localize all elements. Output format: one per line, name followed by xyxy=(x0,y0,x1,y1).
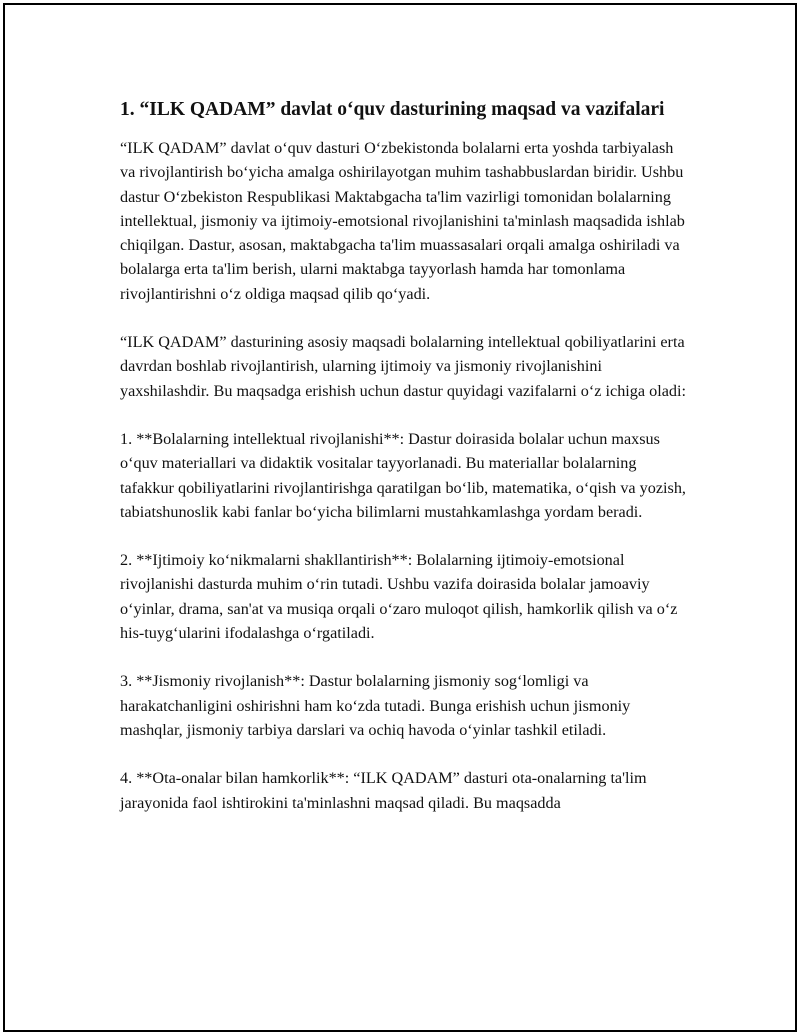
paragraph-task-social: 2. **Ijtimoiy ko‘nikmalarni shakllantirish**: Bolalarning ijtimoiy-emotsional rivojlanishi dasturda muhim o‘rin tutadi. Ushbu vazifa doirasida bolalar jamoaviy o‘yinlar, drama, san'at va musiqa orqali o‘zaro muloqot qilish, hamkorlik qilish va o‘z his-tuyg‘ularini ifodalashga o‘rgatiladi. xyxy=(120,551,678,643)
paragraph-task-intellectual: 1. **Bolalarning intellektual rivojlanishi**: Dastur doirasida bolalar uchun maxsus o‘quv materiallari va didaktik vositalar tayyorlanadi. Bu materiallar bolalarning tafakkur qobiliyatlarini rivojlantirishga qaratilgan bo‘lib, matematika, o‘qish va yozish, tabiatshunoslik kabi fanlar bo‘yicha bilimlarni mustahkamlashga yordam beradi. xyxy=(120,429,686,521)
paragraph-intro: “ILK QADAM” davlat o‘quv dasturi O‘zbekistonda bolalarni erta yoshda tarbiyalash va rivojlantirish bo‘yicha amalga oshirilayotgan muhim tashabbuslardan biridir. Ushbu dastur O‘zbekiston Respublikasi Maktabgacha ta'lim vazirligi tomonidan bolalarning intellektual, jismoniy va ijtimoiy-emotsional rivojlanishini ta'minlash maqsadida ishlab chiqilgan. Dastur, asosan, maktabgacha ta'lim muassasalari orqali amalga oshiriladi va bolalarga erta ta'lim berish, ularni maktabga tayyorlash hamda har tomonlama rivojlantirishni o‘z oldiga maqsad qilib qo‘yadi. xyxy=(120,139,685,303)
document-title: 1. “ILK QADAM” davlat o‘quv dasturining maqsad va vazifalari xyxy=(120,99,665,120)
paragraph-task-physical: 3. **Jismoniy rivojlanish**: Dastur bolalarning jismoniy sog‘lomligi va harakatchanligini oshirishni ham ko‘zda tutadi. Bunga erishish uchun jismoniy mashqlar, jismoniy tarbiya darslari va ochiq havoda o‘yinlar tashkil etiladi. xyxy=(120,672,631,739)
paragraph-task-parents: 4. **Ota-onalar bilan hamkorlik**: “ILK QADAM” dasturi ota-onalarning ta'lim jarayonida faol ishtirokini ta'minlashni maqsad qiladi. Bu maqsadda xyxy=(120,769,647,812)
document-page xyxy=(3,3,797,1032)
paragraph-goal: “ILK QADAM” dasturining asosiy maqsadi bolalarning intellektual qobiliyatlarini erta davrdan boshlab rivojlantirish, ularning ijtimoiy va jismoniy rivojlanishini yaxshilashdir. Bu maqsadga erishish uchun dastur quyidagi vazifalarni o‘z ichiga oladi: xyxy=(120,333,686,400)
document-body xyxy=(120,97,690,839)
